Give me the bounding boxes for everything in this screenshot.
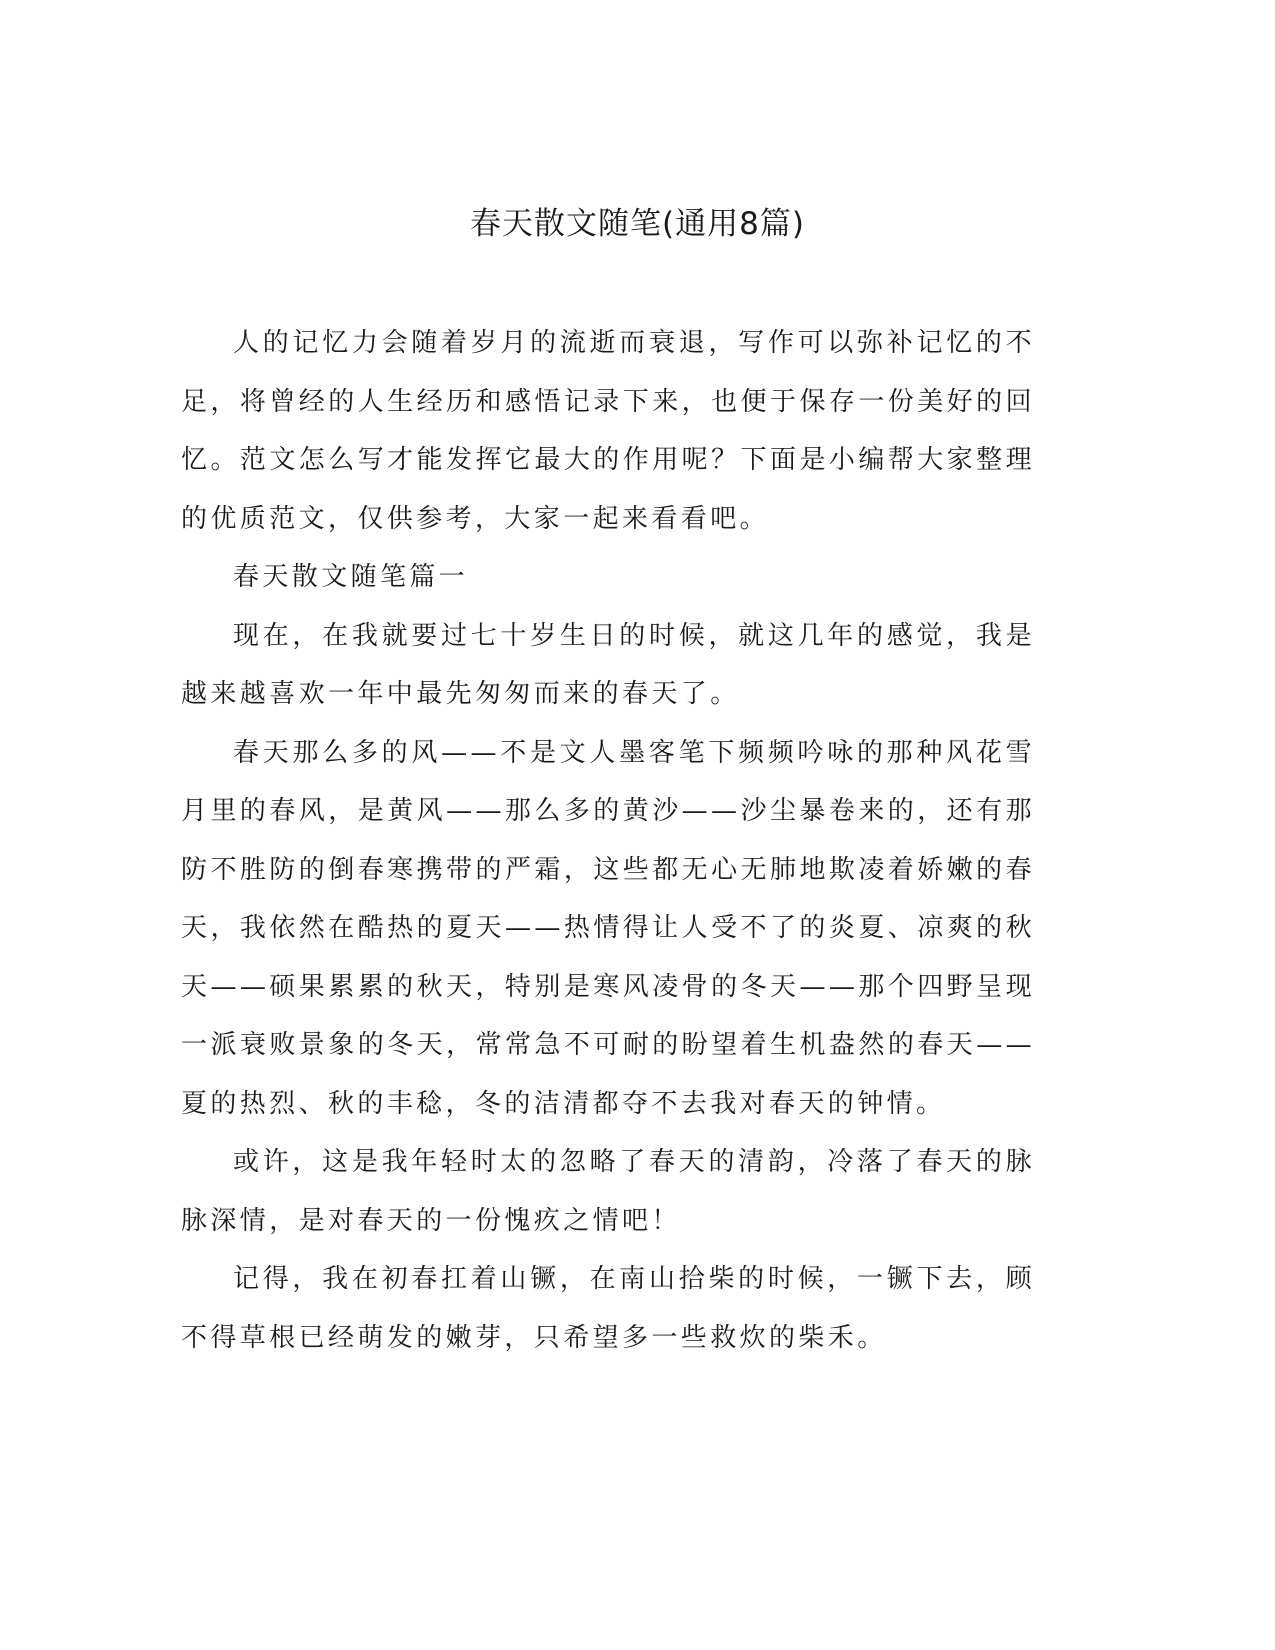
body-paragraph: 春天那么多的风——不是文人墨客笔下频频吟咏的那种风花雪月里的春风，是黄风——那么多的黄沙——沙尘暴卷来的，还有那防不胜防的倒春寒携带的严霜，这些都无心无肺地欺凌着娇嫩的春天，我依然在酷热的夏天——热情得让人受不了的炎夏、凉爽的秋天——硕果累累的秋天，特别是寒风凌骨的冬天——那个四野呈现一派衰败景象的冬天，常常急不可耐的盼望着生机盎然的春天——夏的热烈、秋的丰稔，冬的洁清都夺不去我对春天的钟情。: [181, 737, 1035, 1119]
intro-paragraph: 人的记忆力会随着岁月的流逝而衰退，写作可以弥补记忆的不足，将曾经的人生经历和感悟记录下来，也便于保存一份美好的回忆。范文怎么写才能发挥它最大的作用呢？下面是小编帮大家整理的优质范文，仅供参考，大家一起来看看吧。: [181, 328, 1035, 534]
body-paragraph: 现在，在我就要过七十岁生日的时候，就这几年的感觉，我是越来越喜欢一年中最先匆匆而来的春天了。: [181, 620, 1035, 709]
body-paragraph: 或许，这是我年轻时太的忽略了春天的清韵，冷落了春天的脉脉深情，是对春天的一份愧疚之情吧！: [181, 1147, 1035, 1236]
body-paragraph: 记得，我在初春扛着山镢，在南山拾柴的时候，一镢下去，顾不得草根已经萌发的嫩芽，只希望多一些救炊的柴禾。: [181, 1264, 1035, 1353]
section-heading: 春天散文随笔篇一: [233, 562, 469, 592]
document-title: 春天散文随笔(通用8篇): [470, 206, 805, 242]
document-body: [181, 314, 1035, 1367]
